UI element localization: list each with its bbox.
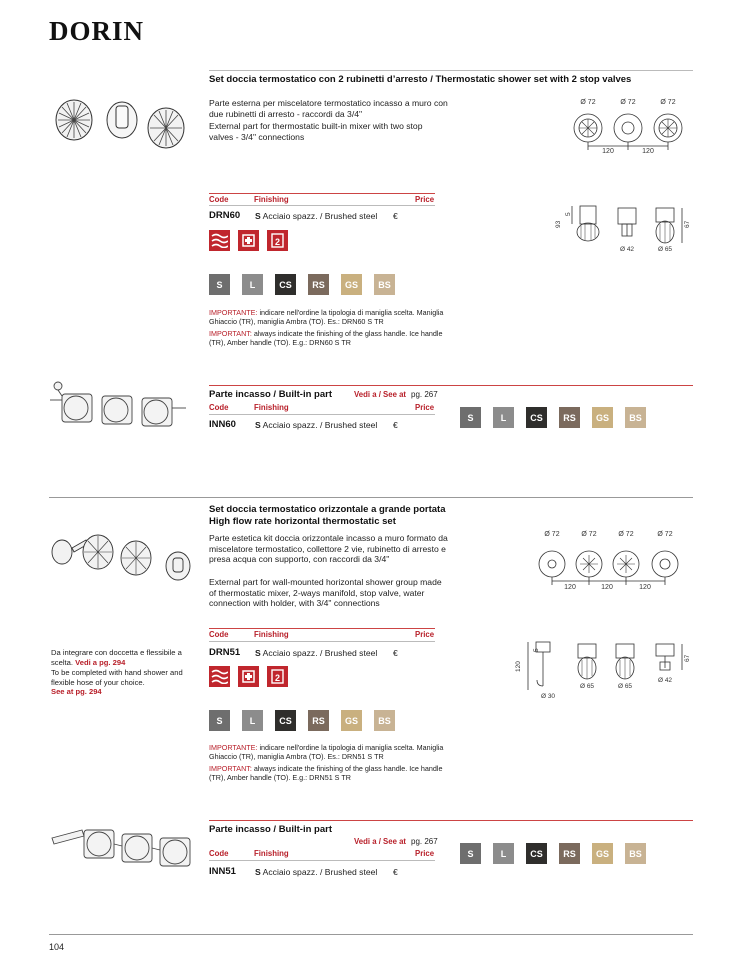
section-title: Set doccia termostatico con 2 rubinetti d’arresto / Thermostatic shower set with 2 stop valves	[209, 74, 632, 85]
divider	[49, 497, 693, 498]
header-code: Code	[209, 849, 229, 858]
swatch-cs[interactable]: CS	[526, 843, 547, 864]
waves-icon	[209, 230, 230, 251]
technical-drawing-front	[534, 528, 694, 594]
page-number: 104	[49, 942, 65, 952]
description-en: External part for thermostatic built-in mixer with two stop valves - 3/4" connections	[209, 121, 423, 142]
divider	[209, 628, 435, 629]
important-note-it: IMPORTANTE: indicare nell'ordine la tipologia di maniglia scelta. Maniglia Ghiaccio (TR), maniglia Ambra (TO). Es.: DRN51 S TR	[209, 743, 444, 761]
dim-label: 93	[555, 220, 562, 228]
swatch-l[interactable]: L	[493, 407, 514, 428]
finish-value: S Acciaio spazz. / Brushed steel	[255, 211, 378, 221]
product-image-drn60	[50, 96, 190, 152]
dim-label: Ø 65	[657, 246, 673, 253]
see-at-label[interactable]: Vedi a / See at	[354, 390, 407, 399]
swatch-rs[interactable]: RS	[559, 843, 580, 864]
technical-drawing-front	[568, 96, 694, 162]
divider	[209, 414, 435, 415]
product-code: INN51	[209, 866, 236, 877]
section-subtitle: High flow rate horizontal thermostatic set	[209, 516, 396, 527]
product-image-inn60	[48, 378, 188, 440]
section-title: Parte incasso / Built-in part	[209, 389, 332, 400]
swatch-rs[interactable]: RS	[559, 407, 580, 428]
header-code: Code	[209, 403, 229, 412]
header-finishing: Finishing	[254, 195, 289, 204]
dim-label: 120	[602, 148, 614, 155]
swatch-l[interactable]: L	[493, 843, 514, 864]
swatch-l[interactable]: L	[242, 274, 263, 295]
swatch-bs[interactable]: BS	[625, 407, 646, 428]
dim-label: Ø 72	[657, 531, 673, 538]
product-image-drn51	[48, 528, 198, 584]
dim-label: Ø 72	[620, 99, 636, 106]
description-en: External part for wall-mounted horizontal shower group made of thermostatic mixer, 2-ways manifold, stop valve, water connection with holder, with 3/4" connections	[209, 577, 442, 609]
swatch-gs[interactable]: GS	[592, 407, 613, 428]
dim-label: Ø 72	[618, 531, 634, 538]
finish-value: S Acciaio spazz. / Brushed steel	[255, 867, 378, 877]
price-value: €	[393, 211, 398, 221]
dim-label: 5	[565, 212, 572, 216]
dim-label: 5	[533, 648, 540, 652]
dim-label: 120	[564, 584, 576, 591]
dim-label: Ø 42	[657, 677, 673, 684]
swatch-cs[interactable]: CS	[275, 274, 296, 295]
swatch-s[interactable]: S	[209, 710, 230, 731]
see-at-page[interactable]: pg. 267	[411, 837, 438, 846]
swatch-bs[interactable]: BS	[374, 274, 395, 295]
dim-label: 120	[515, 661, 522, 672]
side-note-link[interactable]: See at pg. 294	[51, 687, 102, 696]
section-title: Parte incasso / Built-in part	[209, 824, 332, 835]
dim-label: 120	[601, 584, 613, 591]
dim-label: Ø 42	[619, 246, 635, 253]
finish-swatches	[460, 407, 646, 428]
thermostat-cross-icon	[238, 666, 259, 687]
header-price: Price	[415, 195, 435, 204]
dim-label: 67	[684, 654, 691, 662]
header-price: Price	[415, 403, 435, 412]
side-note-en: To be completed with hand shower and flexible hose of your choice. See at pg. 294	[51, 668, 183, 696]
dim-label: Ø 72	[581, 531, 597, 538]
description-it: Parte esterna per miscelatore termostatico incasso a muro con due rubinetti di arresto - raccordi da 3/4"	[209, 98, 448, 119]
see-at-page[interactable]: pg. 267	[411, 390, 438, 399]
swatch-s[interactable]: S	[460, 843, 481, 864]
swatch-bs[interactable]: BS	[374, 710, 395, 731]
divider	[209, 205, 435, 206]
product-code: INN60	[209, 419, 236, 430]
dim-label: Ø 72	[544, 531, 560, 538]
description-it: Parte estetica kit doccia orizzontale incasso a muro formato da miscelatore termostatico, collettore 2 vie, rubinetto di arresto e presa acqua con supporto, con raccordi da 3/4"	[209, 533, 448, 565]
important-note-en: IMPORTANT: always indicate the finishing of the glass handle. Ice handle (TR), Amber handle (TO). E.g.: DRN60 S TR	[209, 329, 443, 347]
technical-drawing-side	[548, 200, 694, 258]
header-price: Price	[415, 849, 435, 858]
divider	[209, 820, 693, 821]
product-code: DRN60	[209, 210, 241, 221]
header-finishing: Finishing	[254, 630, 289, 639]
svg-text:2: 2	[274, 673, 281, 683]
see-at-label[interactable]: Vedi a / See at	[354, 837, 407, 846]
dim-label: 120	[639, 584, 651, 591]
swatch-rs[interactable]: RS	[308, 710, 329, 731]
divider	[49, 934, 693, 935]
divider	[209, 641, 435, 642]
brand-logo: DORIN	[49, 16, 145, 46]
swatch-cs[interactable]: CS	[275, 710, 296, 731]
two-way-icon	[267, 666, 288, 687]
section-title: Set doccia termostatico orizzontale a grande portata	[209, 504, 446, 515]
price-value: €	[393, 420, 398, 430]
divider	[209, 70, 693, 71]
divider	[209, 385, 693, 386]
header-finishing: Finishing	[254, 849, 289, 858]
two-way-icon	[267, 230, 288, 251]
finish-swatches	[460, 843, 646, 864]
dim-label: Ø 65	[617, 683, 633, 690]
finish-swatches	[209, 710, 395, 731]
header-code: Code	[209, 195, 229, 204]
product-image-inn51	[48, 816, 198, 878]
dim-label: 67	[684, 220, 691, 228]
finish-value: S Acciaio spazz. / Brushed steel	[255, 420, 378, 430]
divider	[209, 193, 435, 194]
swatch-gs[interactable]: GS	[592, 843, 613, 864]
swatch-cs[interactable]: CS	[526, 407, 547, 428]
swatch-s[interactable]: S	[209, 274, 230, 295]
dim-label: Ø 65	[579, 683, 595, 690]
price-value: €	[393, 867, 398, 877]
header-code: Code	[209, 630, 229, 639]
swatch-rs[interactable]: RS	[308, 274, 329, 295]
swatch-gs[interactable]: GS	[341, 710, 362, 731]
technical-drawing-side	[508, 638, 694, 704]
side-note-link[interactable]: Vedi a pg. 294	[75, 657, 126, 667]
price-value: €	[393, 648, 398, 658]
finish-swatches	[209, 274, 395, 295]
important-note-en: IMPORTANT: always indicate the finishing of the glass handle. Ice handle (TR), Amber handle (TO). E.g.: DRN51 S TR	[209, 764, 443, 782]
swatch-l[interactable]: L	[242, 710, 263, 731]
dim-label: 120	[642, 148, 654, 155]
thermostat-cross-icon	[238, 230, 259, 251]
side-note-it: Da integrare con doccetta e flessibile a scelta. Vedi a pg. 294	[51, 648, 182, 667]
finish-value: S Acciaio spazz. / Brushed steel	[255, 648, 378, 658]
header-price: Price	[415, 630, 435, 639]
swatch-bs[interactable]: BS	[625, 843, 646, 864]
header-finishing: Finishing	[254, 403, 289, 412]
feature-icons	[209, 230, 288, 251]
swatch-s[interactable]: S	[460, 407, 481, 428]
svg-text:2: 2	[274, 237, 281, 247]
dim-label: Ø 72	[580, 99, 596, 106]
dim-label: Ø 30	[540, 693, 556, 700]
divider	[209, 860, 435, 861]
dim-label: Ø 72	[660, 99, 676, 106]
important-note-it: IMPORTANTE: indicare nell'ordine la tipologia di maniglia scelta. Maniglia Ghiaccio (TR), maniglia Ambra (TO). Es.: DRN60 S TR	[209, 308, 444, 326]
feature-icons	[209, 666, 288, 687]
swatch-gs[interactable]: GS	[341, 274, 362, 295]
product-code: DRN51	[209, 647, 241, 658]
waves-icon	[209, 666, 230, 687]
